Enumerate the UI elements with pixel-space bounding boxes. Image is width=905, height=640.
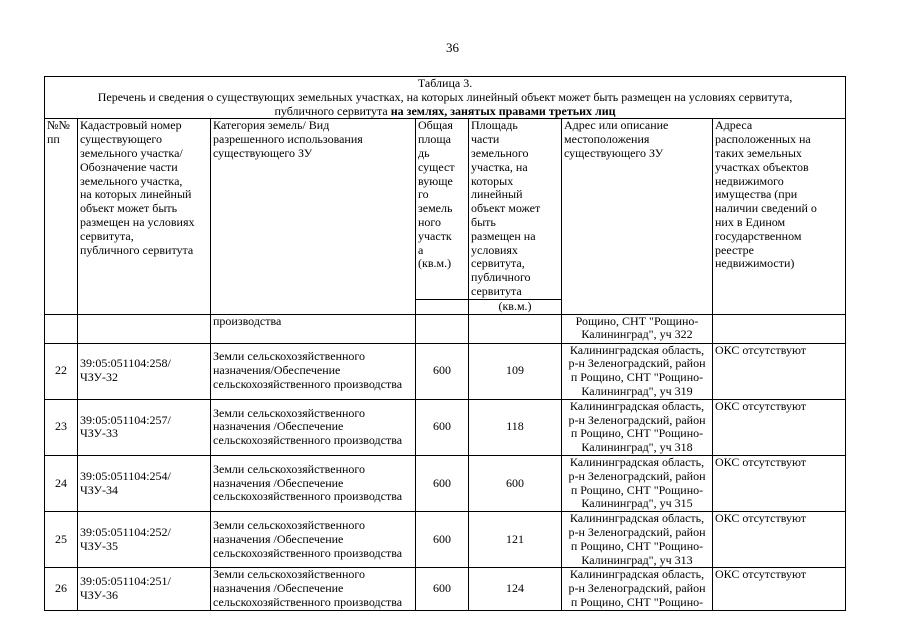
cell-objects: ОКС отсутствуют	[713, 343, 846, 399]
cell-number: 25	[45, 512, 78, 568]
cell-part-area: 600	[469, 455, 562, 511]
cell-address: Калининградская область, р-н Зеленоградский, район п Рощино, СНТ "Рощино-Калининград", уч 319	[562, 343, 713, 399]
cell-total-area: 600	[416, 455, 469, 511]
cell-address: Калининградская область, р-н Зеленоградский, район п Рощино, СНТ "Рощино-	[562, 568, 713, 610]
table-caption-number: Таблица 3.	[417, 76, 473, 90]
table-caption-title: Перечень и сведения о существующих земельных участках, на которых линейный объект может быть размещен на условиях сервитута,	[97, 89, 793, 104]
cell-objects: ОКС отсутствуют	[713, 399, 846, 455]
cell-address: Рощино, СНТ "Рощино-Калининград", уч 322	[562, 314, 713, 343]
cell-cadastral	[78, 314, 211, 343]
cell-part-area: 121	[469, 512, 562, 568]
header-category: Категория земель/ Вид разрешенного использования существующего ЗУ	[211, 119, 416, 314]
cell-objects: ОКС отсутствуют	[713, 512, 846, 568]
cell-cadastral: 39:05:051104:257/ЧЗУ-33	[78, 399, 211, 455]
cell-number	[45, 314, 78, 343]
header-part-area-unit: (кв.м.)	[469, 299, 562, 314]
cell-cadastral: 39:05:051104:251/ЧЗУ-36	[78, 568, 211, 610]
cell-category: Земли сельскохозяйственного назначения /Обеспечение сельскохозяйственного производства	[211, 399, 416, 455]
header-address: Адрес или описание местоположения существующего ЗУ	[562, 119, 713, 314]
cell-category: Земли сельскохозяйственного назначения /Обеспечение сельскохозяйственного производства	[211, 455, 416, 511]
cell-total-area: 600	[416, 343, 469, 399]
cell-part-area	[469, 314, 562, 343]
cell-number: 23	[45, 399, 78, 455]
cell-number: 24	[45, 455, 78, 511]
cell-address: Калининградская область, р-н Зеленоградский, район п Рощино, СНТ "Рощино-Калининград", уч 313	[562, 512, 713, 568]
cell-total-area: 600	[416, 568, 469, 610]
header-cadastral: Кадастровый номер существующего земельного участка/ Обозначение части земельного участка, на которых линейный объект может быть размещен на условиях сервитута, публичного сервитута	[78, 119, 211, 314]
cell-number: 22	[45, 343, 78, 399]
header-number: №№ пп	[45, 119, 78, 314]
page-number: 36	[446, 40, 459, 55]
cell-category: Земли сельскохозяйственного назначения /Обеспечение сельскохозяйственного производства	[211, 512, 416, 568]
table-row	[45, 512, 846, 568]
cell-number: 26	[45, 568, 78, 610]
cell-category: производства	[211, 314, 416, 343]
header-part-area: Площадь части земельного участка, на которых линейный объект может быть размещен на условиях сервитута, публичного сервитута	[469, 119, 562, 299]
table-caption-subtitle-plain: публичного сервитута	[274, 103, 391, 118]
cell-part-area: 124	[469, 568, 562, 610]
cell-total-area: 600	[416, 512, 469, 568]
cell-address: Калининградская область, р-н Зеленоградский, район п Рощино, СНТ "Рощино-Калининград", уч 315	[562, 455, 713, 511]
land-plots-table	[44, 76, 846, 611]
cell-total-area	[416, 314, 469, 343]
header-total-area-unit-cell	[416, 299, 469, 314]
table-row	[45, 343, 846, 399]
header-objects: Адреса расположенных на таких земельных участках объектов недвижимого имущества (при наличии сведений о них в Едином государственном реестре недвижимости)	[713, 119, 846, 314]
cell-objects: ОКС отсутствуют	[713, 455, 846, 511]
cell-cadastral: 39:05:051104:252/ЧЗУ-35	[78, 512, 211, 568]
cell-cadastral: 39:05:051104:258/ЧЗУ-32	[78, 343, 211, 399]
cell-objects	[713, 314, 846, 343]
table-caption-subtitle	[47, 105, 843, 119]
table-caption	[45, 77, 846, 119]
cell-address: Калининградская область, р-н Зеленоградский, район п Рощино, СНТ "Рощино-Калининград", уч 318	[562, 399, 713, 455]
table-row-continuation	[45, 314, 846, 343]
cell-part-area: 109	[469, 343, 562, 399]
table-caption-subtitle-bold: на землях, занятых правами третьих лиц	[390, 103, 616, 118]
cell-cadastral: 39:05:051104:254/ЧЗУ-34	[78, 455, 211, 511]
cell-category: Земли сельскохозяйственного назначения/Обеспечение сельскохозяйственного производства	[211, 343, 416, 399]
table-row	[45, 399, 846, 455]
cell-category: Земли сельскохозяйственного назначения /Обеспечение сельскохозяйственного производства	[211, 568, 416, 610]
cell-total-area: 600	[416, 399, 469, 455]
table-row	[45, 568, 846, 610]
table-header-row	[45, 119, 846, 299]
cell-objects: ОКС отсутствуют	[713, 568, 846, 610]
header-total-area: Общая площа дь сущест вующе го земель ного участк а (кв.м.)	[416, 119, 469, 299]
cell-part-area: 118	[469, 399, 562, 455]
table-row	[45, 455, 846, 511]
